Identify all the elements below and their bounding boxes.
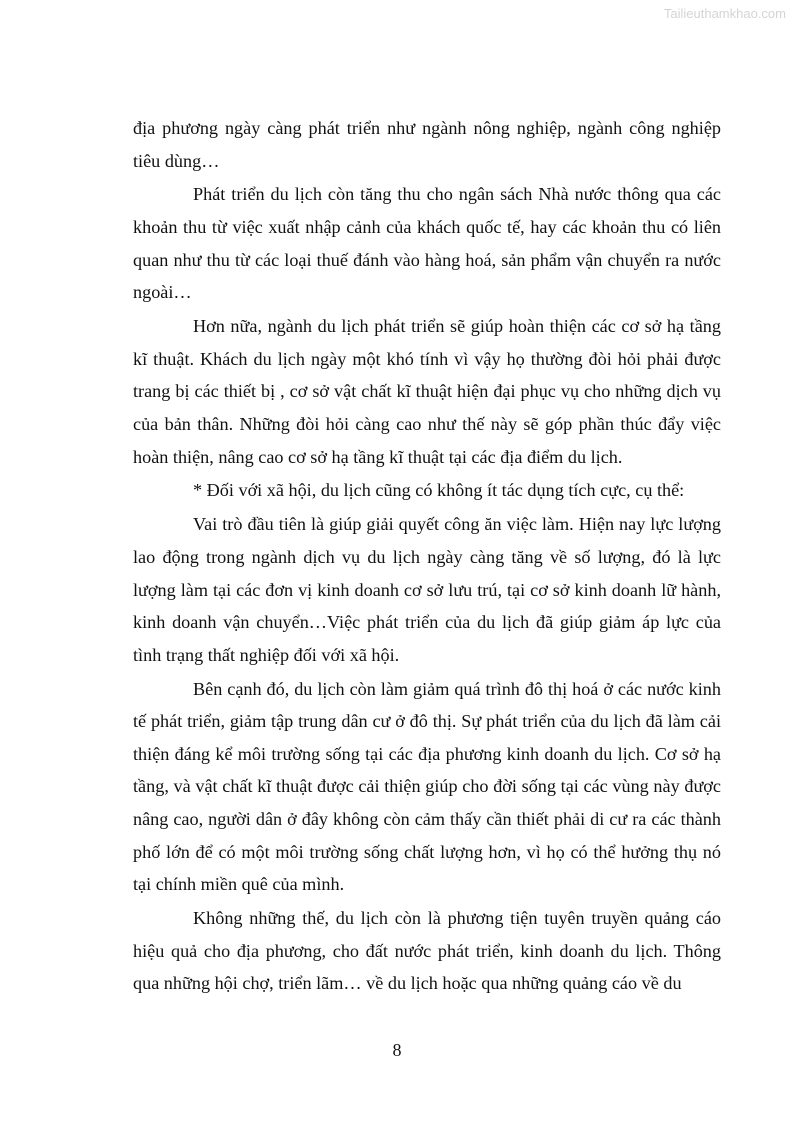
- paragraph-3: Hơn nữa, ngành du lịch phát triển sẽ giúp hoàn thiện các cơ sở hạ tầng kĩ thuật. Khách du lịch ngày một khó tính vì vậy họ thường đòi hỏi phải được trang bị các thiết bị , cơ sở vật chất kĩ thuật hiện đại phục vụ cho những dịch vụ của bản thân. Những đòi hỏi càng cao như thế này sẽ góp phần thúc đẩy việc hoàn thiện, nâng cao cơ sở hạ tầng kĩ thuật tại các địa điểm du lịch.: [133, 316, 721, 467]
- paragraph-6: Bên cạnh đó, du lịch còn làm giảm quá trình đô thị hoá ở các nước kinh tế phát triển, giảm tập trung dân cư ở đô thị. Sự phát triển của du lịch đã làm cải thiện đáng kể môi trường sống tại các địa phương kinh doanh du lịch. Cơ sở hạ tầng, và vật chất kĩ thuật được cải thiện giúp cho đời sống tại các vùng này được nâng cao, người dân ở đây không còn cảm thấy cần thiết phải di cư ra các thành phố lớn để có một môi trường sống chất lượng hơn, vì họ có thể hưởng thụ nó tại chính miền quê của mình.: [133, 678, 721, 895]
- page-number: 8: [392, 1040, 402, 1060]
- paragraph-1: địa phương ngày càng phát triển như ngành nông nghiệp, ngành công nghiệp tiêu dùng…: [133, 118, 721, 171]
- watermark: Tailieuthamkhao.com: [663, 6, 786, 21]
- document-body: [133, 112, 721, 1001]
- paragraph-5: Vai trò đầu tiên là giúp giải quyết công ăn việc làm. Hiện nay lực lượng lao động trong ngành dịch vụ du lịch ngày càng tăng về số lượng, đó là lực lượng làm tại các đơn vị kinh doanh cơ sở lưu trú, tại cơ sở kinh doanh lữ hành, kinh doanh vận chuyển…Việc phát triển của du lịch đã giúp giảm áp lực của tình trạng thất nghiệp đối với xã hội.: [133, 514, 721, 665]
- paragraph-2: Phát triển du lịch còn tăng thu cho ngân sách Nhà nước thông qua các khoản thu từ việc xuất nhập cảnh của khách quốc tế, hay các khoản thu có liên quan như thu từ các loại thuế đánh vào hàng hoá, sản phẩm vận chuyển ra nước ngoài…: [133, 184, 721, 303]
- paragraph-4: * Đối với xã hội, du lịch cũng có không ít tác dụng tích cực, cụ thể:: [193, 480, 685, 501]
- paragraph-7: Không những thế, du lịch còn là phương tiện tuyên truyền quảng cáo hiệu quả cho địa phương, cho đất nước phát triển, kinh doanh du lịch. Thông qua những hội chợ, triển lãm… về du lịch hoặc qua những quảng cáo về du: [133, 908, 721, 994]
